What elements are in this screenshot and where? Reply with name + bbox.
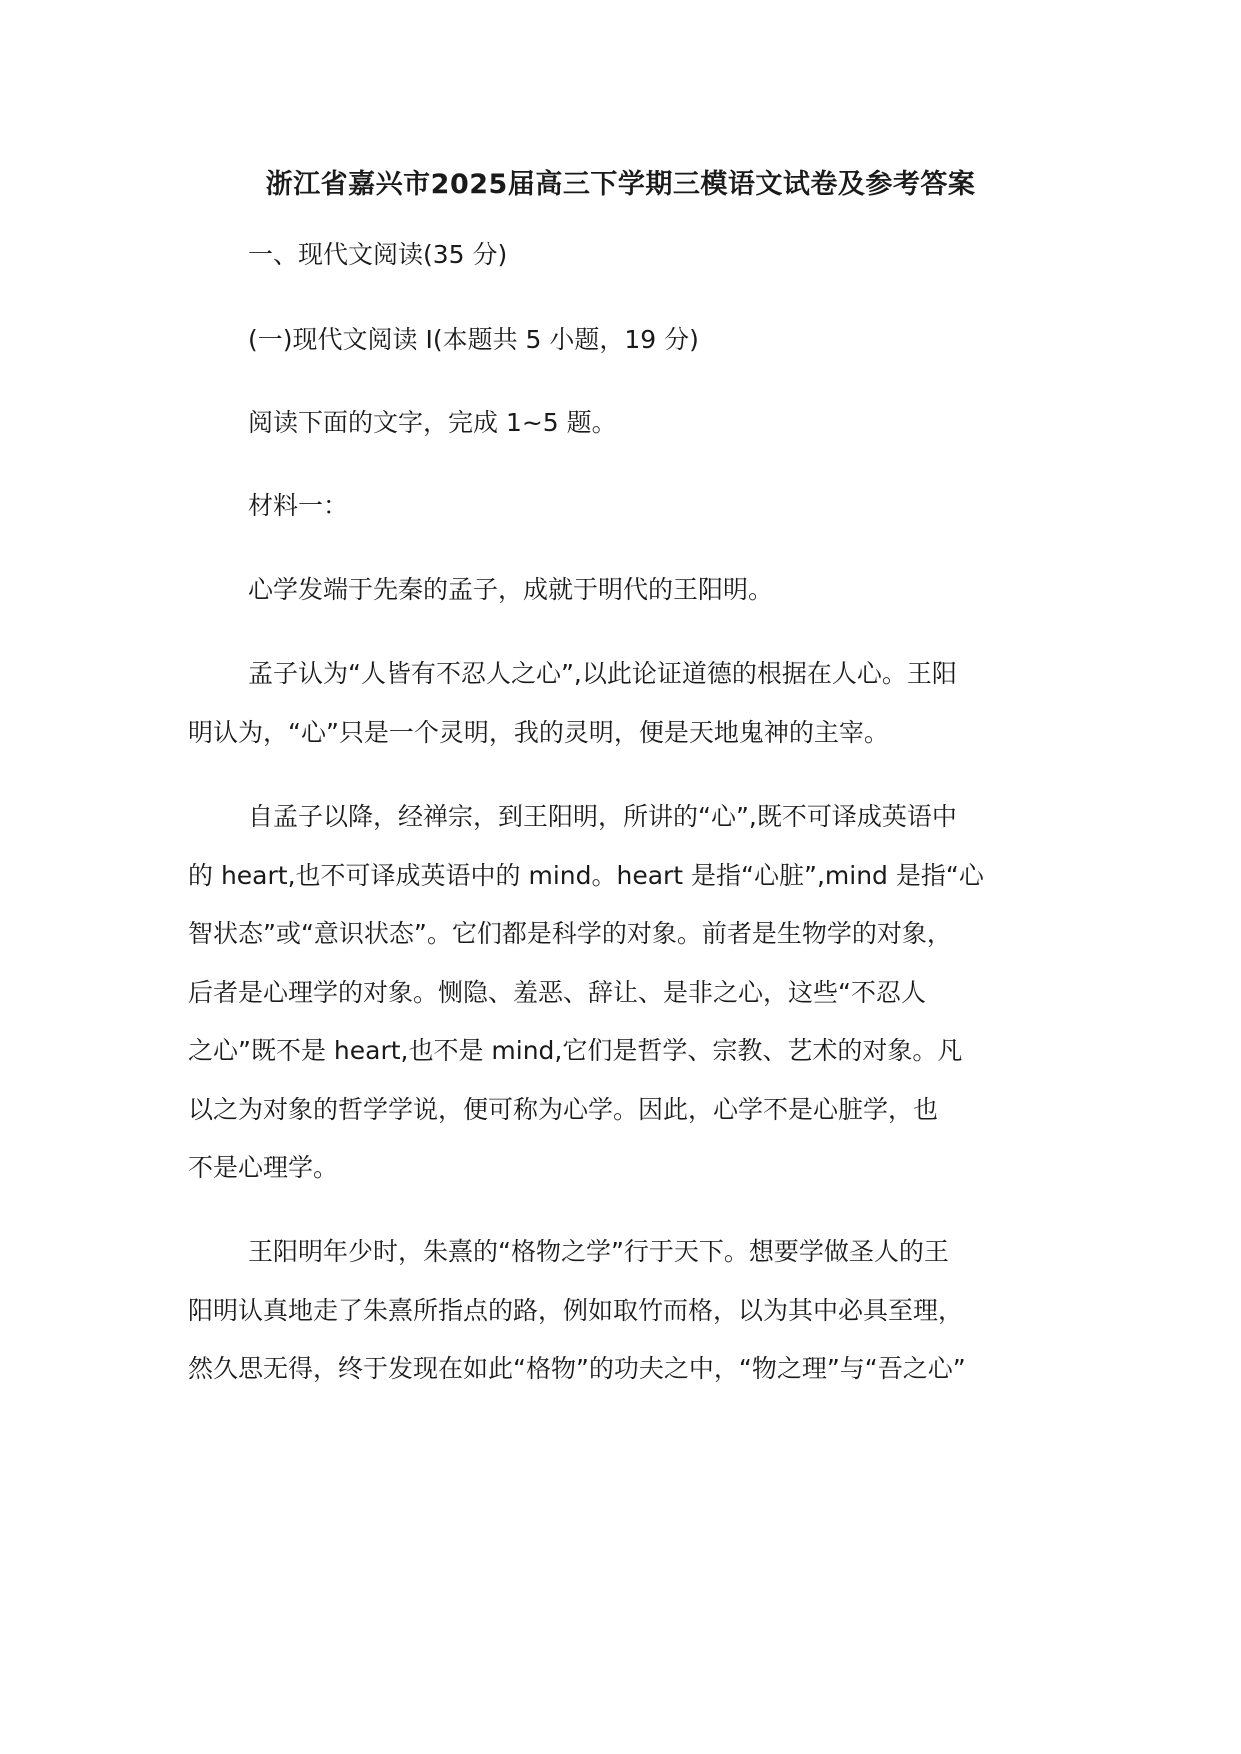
paragraph-line: 之心”既不是 heart,也不是 mind,它们是哲学、宗教、艺术的对象。凡 — [188, 1036, 963, 1065]
document-title: 浙江省嘉兴市2025届高三下学期三模语文试卷及参考答案 — [265, 169, 976, 200]
subsection-heading: (一)现代文阅读 I(本题共 5 小题，19 分) — [248, 325, 699, 354]
paragraph-line: 不是心理学。 — [188, 1153, 339, 1182]
paragraph-line: 然久思无得，终于发现在如此“格物”的功夫之中，“物之理”与“吾之心” — [188, 1354, 966, 1383]
section-heading: 一、现代文阅读(35 分) — [248, 240, 508, 269]
instruction-text: 阅读下面的文字，完成 1~5 题。 — [248, 408, 617, 437]
material-label: 材料一： — [248, 491, 349, 520]
paragraph-line: 心学发端于先秦的孟子，成就于明代的王阳明。 — [248, 575, 774, 604]
paragraph-line: 阳明认真地走了朱熹所指点的路，例如取竹而格，以为其中必具至理， — [188, 1296, 964, 1325]
paragraph-line: 王阳明年少时，朱熹的“格物之学”行于天下。想要学做圣人的王 — [248, 1237, 949, 1266]
paragraph-line: 智状态”或“意识状态”。它们都是科学的对象。前者是生物学的对象， — [188, 919, 952, 948]
paragraph-line: 的 heart,也不可译成英语中的 mind。heart 是指“心脏”,mind 是指“心 — [188, 861, 984, 890]
paragraph-line: 孟子认为“人皆有不忍人之心”,以此论证道德的根据在人心。王阳 — [248, 659, 957, 688]
paragraph-line: 以之为对象的哲学学说，便可称为心学。因此，心学不是心脏学，也 — [188, 1095, 939, 1124]
paragraph-line: 后者是心理学的对象。恻隐、羞恶、辞让、是非之心，这些“不忍人 — [188, 978, 926, 1007]
paragraph-line: 自孟子以降，经禅宗，到王阳明，所讲的“心”,既不可译成英语中 — [248, 802, 957, 831]
paragraph-line: 明认为，“心”只是一个灵明，我的灵明，便是天地鬼神的主宰。 — [188, 718, 889, 747]
